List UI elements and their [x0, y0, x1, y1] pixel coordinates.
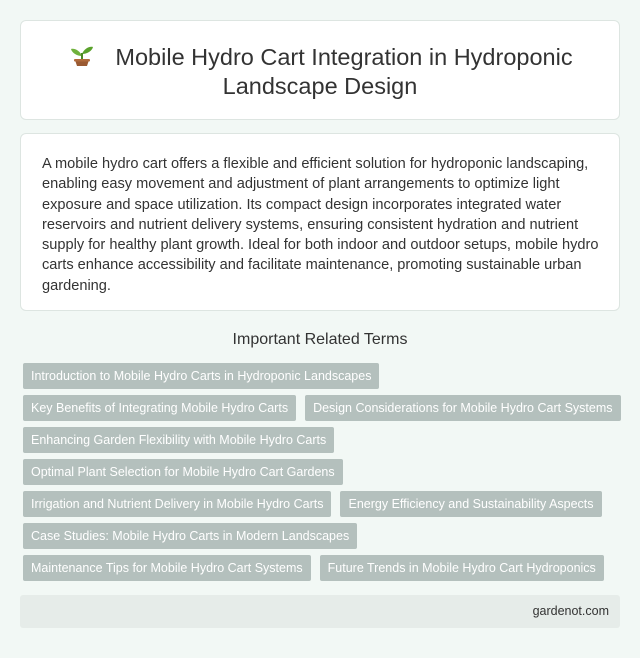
tag-row [20, 393, 620, 425]
related-term-tag[interactable]: Design Considerations for Mobile Hydro Cart Systems [305, 395, 620, 421]
tag-row [20, 553, 620, 585]
related-term-tag[interactable]: Energy Efficiency and Sustainability Aspects [340, 491, 601, 517]
related-term-tag[interactable]: Irrigation and Nutrient Delivery in Mobile Hydro Carts [23, 491, 331, 517]
related-terms-list [20, 361, 620, 585]
tag-row [20, 489, 620, 521]
related-term-tag[interactable]: Maintenance Tips for Mobile Hydro Cart Systems [23, 555, 311, 581]
related-term-tag[interactable]: Future Trends in Mobile Hydro Cart Hydroponics [320, 555, 604, 581]
tag-row [20, 361, 620, 393]
description-text: A mobile hydro cart offers a flexible and efficient solution for hydroponic landscaping, enabling easy movement and adjustment of plant arrangements to optimize light exposure and space utilization. Its compact design incorporates integrated water reservoirs and nutrient delivery systems, ensuring consistent hydration and nutrient supply for healthy plant growth. Ideal for both indoor and outdoor setups, mobile hydro carts enhance accessibility and facilitate maintenance, promoting sustainable urban gardening. [42, 156, 599, 294]
related-term-tag[interactable]: Introduction to Mobile Hydro Carts in Hydroponic Landscapes [23, 363, 379, 389]
title-card [20, 20, 620, 120]
related-term-tag[interactable]: Case Studies: Mobile Hydro Carts in Modern Landscapes [23, 523, 357, 549]
page-title [21, 43, 619, 101]
related-term-tag[interactable]: Optimal Plant Selection for Mobile Hydro Cart Gardens [23, 459, 343, 485]
page-title-text: Mobile Hydro Cart Integration in Hydroponic Landscape Design [115, 44, 573, 99]
tag-row [20, 425, 620, 457]
description-card [20, 133, 620, 311]
related-term-tag[interactable]: Key Benefits of Integrating Mobile Hydro Carts [23, 395, 296, 421]
related-term-tag[interactable]: Enhancing Garden Flexibility with Mobile Hydro Carts [23, 427, 334, 453]
footer [20, 595, 620, 628]
related-terms-heading: Important Related Terms [232, 331, 408, 348]
seedling-icon [67, 43, 97, 67]
tag-row [20, 521, 620, 553]
footer-site-link[interactable]: gardenot.com [532, 604, 609, 618]
tag-row [20, 457, 620, 489]
